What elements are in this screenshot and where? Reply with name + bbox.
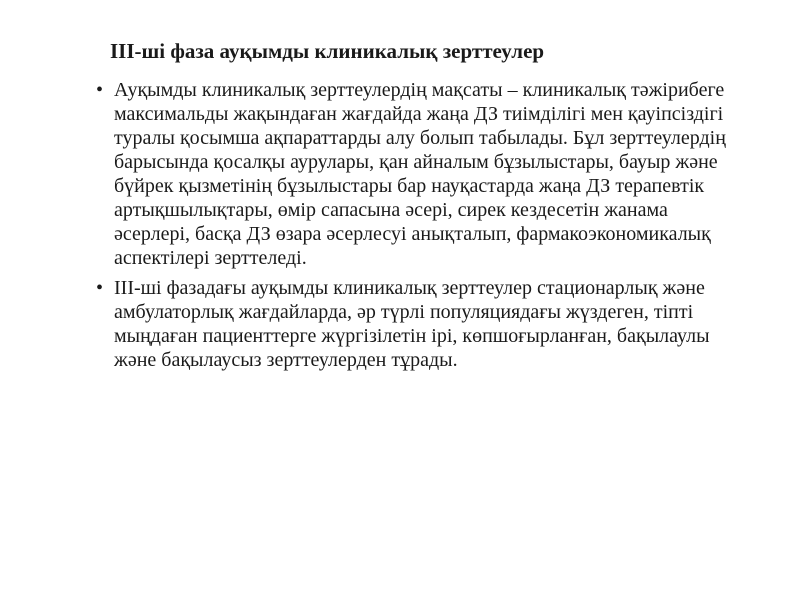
bullet-text: III-ші фазадағы ауқымды клиникалық зерттеулер стационарлық және амбулаторлық жағдайларда, әр түрлі популяциядағы жүздеген, тіпті мыңдаған пациенттерге жүргізілетін ірі, көпшоғырланған, бақылаулы және бақылаусыз зерттеулерден тұрады. — [114, 277, 710, 371]
bullet-list — [96, 78, 736, 378]
bullet-text: Ауқымды клиникалық зерттеулердің мақсаты – клиникалық тәжірибеге максимальды жақындаған жағдайда жаңа ДЗ тиімділігі мен қауіпсіздігі туралы қосымша ақпараттарды алу болып табылады. Бұл зерттеулердің барысында қосалқы аурулары, қан айналым бұзылыстары, бауыр және бүйрек қызметінің бұзылыстары бар науқастарда жаңа ДЗ терапевтік артықшылықтары, өмір сапасына әсері, сирек кездесетін жанама әсерлері, басқа ДЗ өзара әсерлесуі анықталып, фармакоэкономикалық аспектілері зерттеледі. — [114, 79, 726, 269]
bullet-marker: • — [96, 277, 104, 299]
bullet-item — [96, 276, 736, 372]
bullet-marker: • — [96, 79, 104, 101]
bullet-item — [96, 78, 736, 270]
slide-title: III-ші фаза ауқымды клиникалық зерттеулер — [110, 39, 545, 63]
